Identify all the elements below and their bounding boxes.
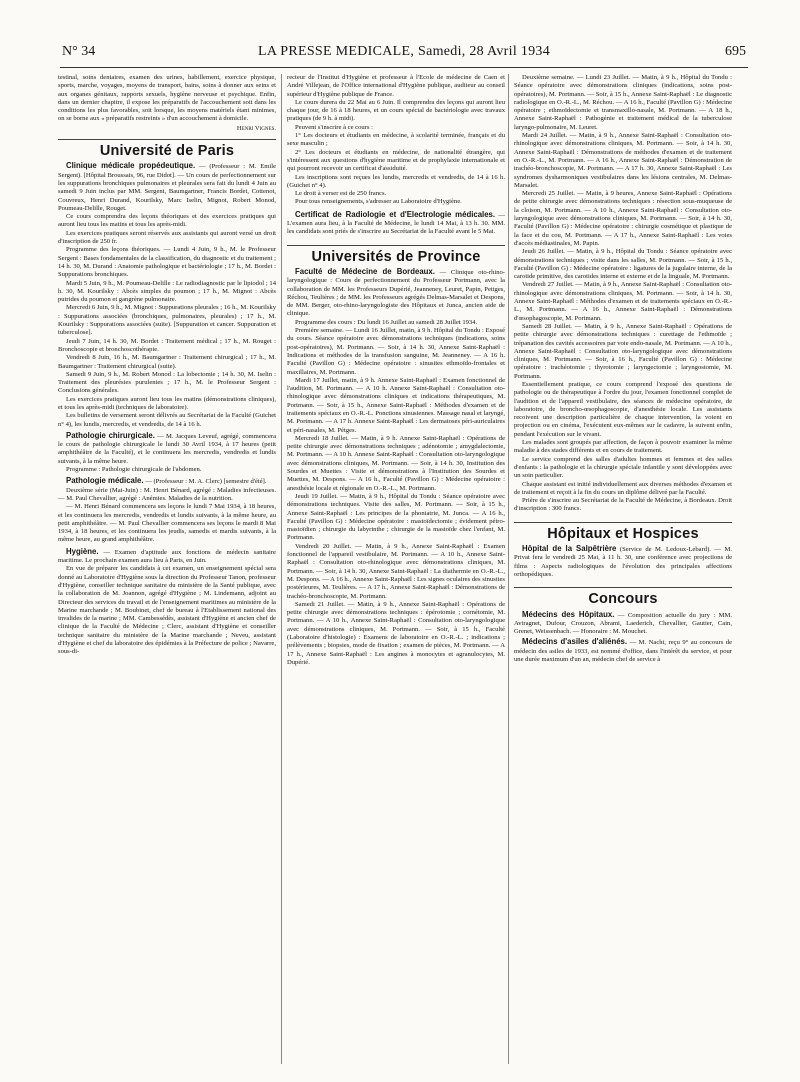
paragraph: Deuxième série (Mai-Juin) : M. Henri Bénard, agrégé : Maladies infectieuses. — M. Paul Chevallier, agrégé : Anémies. Maladies de la nutrition. bbox=[58, 486, 276, 502]
issue-number: N° 34 bbox=[62, 44, 96, 59]
article-title: Pathologie chirurgicale. bbox=[66, 431, 155, 440]
section-rule bbox=[58, 139, 276, 140]
page-number: 695 bbox=[725, 44, 746, 59]
section-rule bbox=[514, 522, 732, 523]
section-title: Universités de Province bbox=[311, 248, 481, 265]
article-block bbox=[58, 432, 276, 466]
author-signature: Henri Vignes. bbox=[236, 124, 276, 132]
article-text: — L'examen aura lieu, à la Faculté de Médecine, le lundi 14 Mai, à 13 h. 30. MM. les candidats sont priés de s'inscrire au Secrétariat de la Faculté avant le 5 Mai. bbox=[287, 211, 505, 236]
article-title: Clinique médicale propédeutique. bbox=[66, 162, 196, 171]
article-text: — (Professeur : M. A. Clerc) [semestre d'été]. bbox=[145, 478, 267, 486]
article-block bbox=[58, 548, 276, 566]
paragraph: Mercredi 25 Juillet. — Matin, à 9 heures, Annexe Saint-Raphaël : Opérations de petite chirurgie avec démonstrations techniques : résection sous-muqueuse de la cloison, M. Portmann. — A 10 h., Annexe Saint-Raphaël : Consultation oto-laryngologique avec démonstrations cliniques, M. Portmann. — Soir, à 14 h. 30, Faculté (Pavillon G) : Médecine opératoire : chirurgie cosmétique et plastique de la face et du cou, M. Portmann. — A 17 h., Annexe Saint-Raphaël : Les voies d'accès médiastinales, M. Papin. bbox=[514, 190, 732, 247]
page-header bbox=[62, 44, 746, 64]
paragraph: Les exercices pratiques seront réservés aux assistants qui auront versé un droit d'inscription de 250 fr. bbox=[58, 229, 276, 246]
article-paragraphs bbox=[58, 213, 276, 429]
article-block bbox=[514, 638, 732, 664]
paragraph: Jeudi 26 Juillet. — Matin, à 9 h., Hôpital du Tondu : Séance opératoire avec démonstrations techniques ; visite dans les salles, M. Portmann. — Soir, à 15 h., Faculté (Pavillon G) : Médecine opératoire : ligatures de la jugulaire interne, de la carotide primitive, des carotides interne et externe et de la linguale, M. Portmann. bbox=[514, 248, 732, 281]
article-block bbox=[287, 268, 505, 319]
section-rule bbox=[514, 587, 732, 588]
paragraph: Mardi 5 Juin, 9 h., M. Poumeau-Delille : Le radiodiagnostic par le lipiodol ; 14 h. 30, M. Kourilsky : Abcès simples du poumon ; 17 h., M. Mignot : Abcès putrides du poumon et gangrène pulmonaire. bbox=[58, 279, 276, 304]
article-text: (Service de M. Ledoux-Lebard). — M. Privat fera le vendredi 25 Mai, à 11 h. 30, une conférence avec projections de films : Aspects radiologiques de l'évolution des principales affections orthopédiques. bbox=[514, 546, 732, 578]
article-block bbox=[58, 477, 276, 486]
paragraph: Vendredi 20 Juillet. — Matin, à 9 h., Annexe Saint-Raphaël : Examen fonctionnel de l'appareil vestibulaire, M. Portmann. — A 10 h., Annexe Saint-Raphaël : Consultation oto-rhinologique avec démonstrations cliniques, M. Portmann. — Soir, à 14 h. 30, Annexe Saint-Raphaël : La diathermie en O.-R.-L., M. Despons. — A 16 h., Annexe Saint-Raphaël : Les signes oculaires des sinusites postérieures, M. Teulières. — A 17 h., Annexe Saint-Raphaël : Démonstrations de trachéo-bronchoscopie, M. Portmann. bbox=[287, 542, 505, 600]
paragraph: En vue de préparer les candidats à cet examen, un enseignement spécial sera donné au Laboratoire d'Hygiène sous la direction du Professeur Tanon, professeur d'Hygiène, conseiller technique sanitaire du ministère de la Santé publique, avec la collaboration de M. Joannon, agrégé d'Hygiène ; M. Lindemann, adjoint au Directeur des services du travail et de l'enseignement maritimes au ministère de la Marine marchande ; M. Boubinet, chef de bureau à l'Etablissement national des invalides de la marine ; MM. Cambessédès, assistant d'Hygiène et ancien chef de clinique de la Faculté de Médecine ; Clerc, assistant d'Hygiène et conseiller technique sanitaire du ministère de la Marine marchande ; Neveu, assistant d'Hygiène et chef du laboratoire des épidémies à la Préfecture de police ; Navarre, sous-di- bbox=[58, 565, 276, 656]
paragraph: Jeudi 7 Juin, 14 h. 30, M. Bordet : Traitement médical ; 17 h., M. Rouget : Bronchoscopie et bronchoscothérapie. bbox=[58, 337, 276, 353]
paragraph: Vendredi 27 Juillet. — Matin, à 9 h., Annexe Saint-Raphaël : Consultation oto-rhinologique avec démonstrations cliniques, M. Portmann. — Soir, à 14 h. 30, Annexe Saint-Raphaël : Méthodes d'examen et de traitements spéciaux en O.-R.-L., M. Portmann. — A 16 h., Annexe Saint-Raphaël : Démonstrations d'œsophagoscopie, M. Portmann. bbox=[514, 281, 732, 322]
article-title: Médecins d'asiles d'aliénés. bbox=[522, 638, 628, 647]
paragraph: Programme des leçons théoriques. — Lundi 4 Juin, 9 h., M. le Professeur Sergent : Bases fondamentales de la classification, du diagnostic et du traitement ; 14 h. 30, M. Durand : Anatomie pathologique et bactériologie ; 17 h., M. Bordet : Suppurations bronchiques. bbox=[58, 246, 276, 279]
paragraph: Pour tous renseignements, s'adresser au Laboratoire d'Hygiène. bbox=[295, 198, 462, 206]
article-block bbox=[514, 545, 732, 579]
header-rule bbox=[60, 67, 748, 68]
paragraph: Les inscriptions sont reçues les lundis, mercredis et vendredis, de 14 à 16 h. (Guichet n° 4). bbox=[287, 173, 505, 189]
article-title: Hygiène. bbox=[66, 547, 99, 556]
article-title: Certificat de Radiologie et d'Electrologie médicales. bbox=[295, 210, 496, 219]
paragraph: Samedi 21 Juillet. — Matin, à 9 h., Annexe Saint-Raphaël : Opérations de petite chirurgie avec démonstrations techniques : épérotomie ; cornétomie, M. Portmann. — A 10 h., Annexe Saint-Raphaël : Consultation oto-laryngologique avec démonstrations cliniques, M. Portmann. — Soir, à 15 h., Faculté (Laboratoire d'histologie) : Examens de laboratoire en O.-R.-L. ; indications ; prélèvements ; biopsies, mode de fixation ; examen de pièces, M. Portmann. — A 17 h., Annexe Saint-Raphaël : Les angines à monocytes et agranulocytes, M. Dupérié. bbox=[287, 600, 505, 666]
paragraph: Prière de s'inscrire au Secrétariat de la Faculté de Médecine, à Bordeaux. Droit d'inscription : 300 francs. bbox=[514, 497, 732, 513]
column-divider bbox=[281, 74, 282, 1064]
article-text: — M. Jacques Leveuf, agrégé, commencera le cours de pathologie chirurgicale le lundi 30 Avril 1934, à 17 heures (petit amphithéâtre de la Faculté), et le continuera les mercredis, vendredis et lundis suivants, à la même heure. bbox=[58, 432, 276, 465]
paragraph: Le service comprend des salles d'adultes hommes et femmes et des salles d'enfants : la pathologie et la chirurgie spéciale infantile y sont développées avec un soin particulier. bbox=[514, 455, 732, 480]
paragraph: Jeudi 19 Juillet. — Matin, à 9 h., Hôpital du Tondu : Séance opératoire avec démonstrations techniques. Visite des salles, M. Portmann. — Soir, à 15 h., Annexe Saint-Raphaël : Les principes de la phoniatrie, M. Junca. — A 16 h., Faculté (Pavillon G) : Médecine opératoire : mastoïdectomie ; évidement pétro-mastoïdien ; chirurgie du labyrinthe ; chirurgie de la mastoïde chez l'enfant, M. Portmann. bbox=[287, 492, 505, 542]
column-2 bbox=[287, 74, 505, 667]
section-title: Université de Paris bbox=[99, 143, 235, 160]
paragraph: Le cours durera du 22 Mai au 6 Juin. Il comprendra des leçons qui auront lieu chaque jour, de 16 à 18 heures, et un cours spécial de bactériologie avec travaux pratiques (de 9 h. à midi). bbox=[287, 98, 505, 123]
column-divider bbox=[508, 74, 509, 1064]
review-text: testinal, soins dentaires, examen des urines, habillement, exercice physique, sports, marche, voyages, moyens de transport, bains, soins à donner aux seins et aux organes génitaux, rapports sexuels, hygiène nerveuse et psychique. Enfin, dans un dernier chapitre, il expose les préparatifs de l'accouchement soit dans les conditions les plus favorables, soit lorsque, les moyens matériels étant minimes, on se borne aux « préparatifs restreints » d'un accouchement à domicile. bbox=[58, 74, 276, 123]
section-title: Concours bbox=[588, 591, 658, 608]
paragraph: Chaque assistant est initié individuellement aux diverses méthodes d'examen et de traitement et reçoit à la fin du cours un diplôme délivré par la Faculté. bbox=[514, 480, 732, 496]
paragraph: Peuvent s'inscrire à ce cours : bbox=[295, 123, 373, 131]
paragraph: Programme des cours : Du lundi 16 Juillet au samedi 28 Juillet 1934. bbox=[295, 318, 478, 326]
article-text: — Composition actuelle du jury : MM. Aviragnet, Dufour, Crouzon, Abrami, Laederich, Chevallier, Gautier, Cain, Grenet, Weissenbach. — Honoraire : M. Mouchet. bbox=[514, 611, 732, 636]
paragraph: Vendredi 8 Juin, 16 h., M. Baumgartner : Traitement chirurgical ; 17 h., M. Baumgartner : Traitement chirurgical (suite). bbox=[58, 354, 276, 370]
article-text: — Clinique oto-rhino-laryngologique : Cours de perfectionnement du Professeur Portmann, avec la collaboration de MM. les Professeurs Dupérié, Jeanneney, Leuret, Papin, Pettges, Réchou, Teulières ; de MM. les Professeurs agrégés Delmas-Marsalet et Despons, de MM. Berger, oto-rhino-laryngologiste des Hôpitaux et Junca, ancien aide de clinique. bbox=[287, 268, 505, 318]
paragraph: — M. Henri Bénard commencera ses leçons le lundi 7 Mai 1934, à 18 heures, et les continuera les mercredis, vendredis et lundis suivants, à la même heure, au petit amphithéâtre. — M. Paul Chevallier commencera ses leçons le mardi 8 Mai 1934, à 18 heures, et les continuera les jeudis, samedis et mardis suivants, à la même heure, au grand amphithéâtre. bbox=[58, 503, 276, 544]
article-title: Pathologie médicale. bbox=[66, 477, 144, 486]
paragraph: Mercredi 6 Juin, 9 h., M. Mignot : Suppurations pleurales ; 16 h., M. Kourilsky : Suppurations associées (bronchiques, pulmonaires, pleurales) ; 17 h., M. Kourilsky : Suppurations associées (suite). [Suppuration et cancer. Suppuration et tuberculose]. bbox=[58, 304, 276, 337]
article-title: Médecins des Hôpitaux. bbox=[522, 610, 615, 619]
article-title: Hôpital de la Salpêtrière bbox=[522, 545, 617, 554]
paragraph: Essentiellement pratique, ce cours comprend l'exposé des questions de pathologie ou de thérapeutique à l'ordre du jour, l'examen fonctionnel complet de l'audition et de l'appareil vestibulaire, des séances de médecine opératoire, de laboratoire, de broncho-œsophagoscopie, d'anesthésie locale. Les assistants recoivent une description particulière de chaque intervention, la voient en projection ou en cinéma, l'exécutent eux-mêmes sur le cadavre, la suivent enfin, pendant l'exécution sur le vivant. bbox=[514, 380, 732, 438]
paragraph: Mardi 17 Juillet, matin, à 9 h. Annexe Saint-Raphaël : Examen fonctionnel de l'audition, M. Portmann. — A 10 h. Annexe Saint-Raphaël : Consultation oto-rhinologique avec démonstrations cliniques et indications thérapeutiques, M. Portmann. — Soir, à 15 h., Annexe Saint-Raphaël : Méthodes d'examen et de traitements spéciaux en O.-R.-L. Ponctions sinusiennes. Massage nasal et laryngé, M. Portmann. — A 17 h. Annexe Saint-Raphaël : Les dermatoses péri-auriculaires et péri-nasales, M. Pétges. bbox=[287, 376, 505, 434]
paragraph: Mardi 24 Juillet. — Matin, à 9 h., Annexe Saint-Raphaël : Consultation oto-rhinologique avec démonstrations cliniques, M. Portmann. — Soir, à 14 h. 30, Annexe Saint-Raphaël : Démonstrations de méthodes d'examen et de traitement en O.-R.-L., M. Portmann. — A 16 h., Annexe Saint-Raphaël : Démonstration de trachéo-bronchoscopie, M. Portmann. — A 17 h. 30, Annexe Saint-Raphaël : Les syndromes dysharmoniques vestibulaires dans les lésions centrales, M. Delmas-Marsalet. bbox=[514, 132, 732, 189]
journal-title: LA PRESSE MEDICALE, Samedi, 28 Avril 1934 bbox=[257, 44, 551, 59]
article-block bbox=[514, 611, 732, 637]
paragraph: 2° Les docteurs et étudiants en médecine, de nationalité étrangère, qui s'intéressent aux questions d'hygiène maritime et de prophylaxie internationale et qui pourront recevoir un certificat d'assiduité. bbox=[287, 148, 505, 173]
paragraph: Programme : Pathologie chirurgicale de l'abdomen. bbox=[66, 466, 202, 474]
paragraph: Ce cours comprendra des leçons théoriques et des exercices pratiques qui auront lieu tous les matins et tous les après-midi. bbox=[58, 213, 276, 229]
paragraph: Le droit à verser est de 250 francs. bbox=[295, 190, 387, 198]
article-block bbox=[287, 211, 505, 237]
article-text: — M. Nacht, reçu 9° au concours de médecin des asiles de 1933, est nommé d'office, dans l'intérêt du service, et pour une durée maximum d'un an, médecin chef de service à bbox=[514, 639, 732, 663]
paragraph: Deuxième semaine. — Lundi 23 Juillet. — Matin, à 9 h., Hôpital du Tondu : Séance opératoire avec démonstrations cliniques (indications, soins post-opératoires), M. Portmann. — Soir, à 15 h., Annexe Saint-Raphaël : Le diagnostic radiologique en O.-R.-L., M. Réchou. — A 16 h., Faculté (Pavillon G) : Médecine opératoire ; ethmoïdectomie et transmaxillo-nasale, M. Portmann. — A 18 h., Annexe Saint-Raphaël : Pathogénie et traitement médical de la tuberculose laryngo-pulmonaire, M. Leuret. bbox=[514, 74, 732, 131]
paragraph: Les bulletins de versement seront délivrés au Secrétariat de la Faculté (Guichet n° 4), les lundis, mercredis, et vendredis, de 14 à 16 h. bbox=[58, 412, 276, 428]
column-1 bbox=[58, 74, 276, 657]
paragraph: Les exercices pratiques auront lieu tous les matins (démonstrations cliniques), et tous les après-midi (techniques de laboratoire). bbox=[58, 395, 276, 411]
paragraph: Première semaine. — Lundi 16 Juillet, matin, à 9 h. Hôpital du Tondu : Exposé du cours. Séance opératoire avec démonstrations techniques (indications, soins post-opératoires), M. Portmann. — Soir, à 14 h. 30, Annexe Saint-Raphaël : Indications et méthodes de la transfusion sanguine, M. Jeanneney. — A 16 h. Faculté (Pavillon G) : Médecine opératoire : sinusites ethmoïdo-frontales et maxillaires, M. Portmann. bbox=[287, 327, 505, 376]
paragraph: recteur de l'Institut d'Hygiène et professeur à l'Ecole de médecine de Caen et André Villejean, de l'Office international d'Hygiène publique, auditeur au conseil supérieur d'Hygiène publique de France. bbox=[287, 74, 505, 98]
article-text: — Examen d'aptitude aux fonctions de médecin sanitaire maritime. Le prochain examen aura lieu à Paris, en Juin. bbox=[58, 548, 276, 565]
article-text: — (Professeur : M. Emile Sergent). [Hôpital Broussais, 96, rue Didot]. — Un cours de perfectionnement sur les suppurations bronchiques pulmonaires et pleurales sera fait du lundi 4 Juin au samedi 9 Juin inclus par MM. Sergent, Baumgartner, Francis Bordet, Cottenot, Couvreux, Henri Durand, Kourilsky, Marc Iselin, Mignot, Robert Monod, Poumeau-Delille, Rouget. bbox=[58, 163, 276, 212]
paragraph: Mercredi 18 Juillet. — Matin, à 9 h. Annexe Saint-Raphaël : Opérations de petite chirurgie avec démonstrations techniques ; adénotomie ; amygdalectomie, M. Portmann. — A 10 h. Annexe Saint-Raphaël : Consultation oto-laryngologique avec démonstrations cliniques, M. Portmann. — Soir, à 14 h. 30, Institution des Sourdes et Muettes : Visite et démonstrations à l'Institution des Sourdes et Muettes, M. Despons. — A 16 h., Faculté (Pavillon G) : Médecine opératoire : anesthésie locale et régionale en O.-R.-L., M. Portmann. bbox=[287, 434, 505, 492]
paragraph: Les malades sont groupés par affection, de façon à pouvoir examiner la même maladie à des stades différents et en cours de traitement. bbox=[514, 439, 732, 455]
article-block bbox=[58, 162, 276, 213]
section-title: Hôpitaux et Hospices bbox=[547, 525, 699, 542]
paragraph: Samedi 9 Juin, 9 h., M. Robert Monod : La lobectomie ; 14 h. 30, M. Iselin : Traitement des pleurésies purulentes ; 17 h., M. le Professeur Sergent : Conclusions générales. bbox=[58, 370, 276, 395]
article-title: Faculté de Médecine de Bordeaux. bbox=[295, 267, 435, 276]
paragraph: Samedi 28 Juillet. — Matin, à 9 h., Annexe Saint-Raphaël : Opérations de petite chirurgie avec démonstrations techniques : curettage de l'ethmoïde ; trépanation des cavités accessoires par voie endo-nasale, M. Portmann. — A 10 h., Annexe Saint-Raphaël : Consultation oto-laryngologique avec démonstrations cliniques, M. Portmann. — Soir, à 16 h., Faculté (Pavillon G) : Médecine opératoire : trachéotomie ; thyrotomie ; laryngectomie ; laryngostomie, M. Portmann. bbox=[514, 322, 732, 380]
section-rule bbox=[287, 245, 505, 246]
paragraph: 1° Les docteurs et étudiants en médecine, à scolarité terminée, français et du sexe masculin ; bbox=[287, 132, 505, 148]
column-3 bbox=[514, 74, 732, 664]
